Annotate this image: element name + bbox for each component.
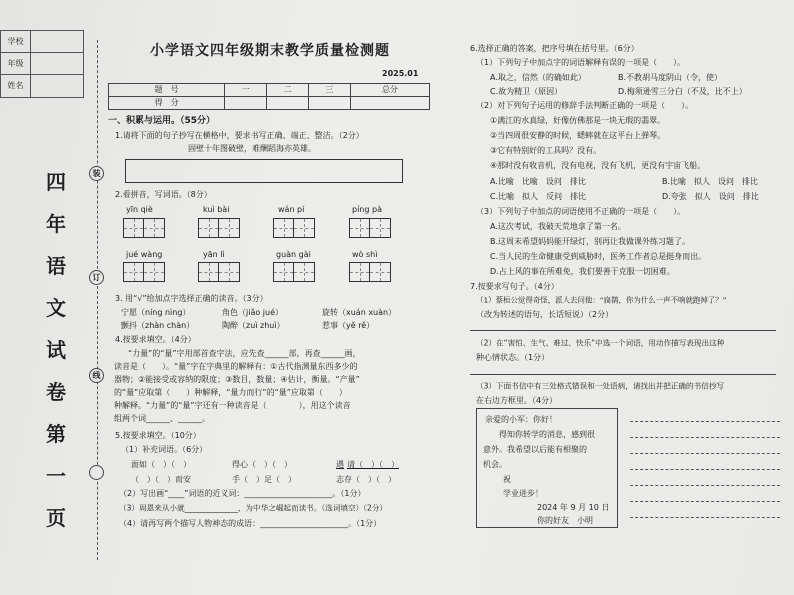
fill-idiom[interactable]: 请（ ）（ ） (347, 460, 399, 469)
write-grid[interactable] (273, 262, 315, 282)
option[interactable]: D.夸张 拟人 设问 排比 (662, 192, 759, 201)
table-cell: 题 号 (109, 84, 225, 97)
question-6: 6.选择正确的答案，把序号填在括号里。（6分） (470, 44, 639, 53)
question-1: 1.请将下面的句子抄写在横格中，要求书写正确、端正、整洁。（2分） (115, 131, 364, 140)
option[interactable]: C.比喻 拟人 反问 排比 (490, 192, 587, 201)
table-cell: 一 (225, 84, 267, 97)
table-cell: 二 (267, 84, 309, 97)
option[interactable]: A.比喻 比喻 设问 排比 (490, 177, 586, 186)
letter-line: 机会。 (483, 460, 507, 469)
score-input[interactable] (309, 97, 351, 110)
question-text: （改为转述的语句，长话短说）（2分） (476, 310, 614, 319)
option[interactable]: B.不教胡马度阴山（令，使） (618, 73, 723, 82)
grade-row (1, 53, 83, 75)
question-text: （3）周恩来从小就______________，为中华之崛起而读书。（选词填空）（2分） (119, 503, 388, 513)
side-char: 语 (46, 254, 66, 278)
grade-label: 年级 (1, 53, 31, 74)
copy-line[interactable] (630, 453, 780, 454)
letter-wish: 学业进步！ (503, 489, 543, 498)
write-grid[interactable] (273, 218, 315, 238)
question-text: （3）下列句子中加点的词语使用不正确的一项是（ ）。 (476, 207, 686, 216)
question-3: 3. 用“√”给加点字选择正确的读音。（3分） (115, 294, 268, 303)
table-row (109, 97, 430, 110)
name-label: 姓名 (1, 75, 31, 97)
question-text: 在右边方框里。（4分） (476, 396, 558, 405)
score-input[interactable] (267, 97, 309, 110)
write-grid[interactable] (198, 262, 240, 282)
letter-box (476, 408, 618, 528)
side-char: 文 (46, 296, 66, 320)
exam-date: 2025.01 (382, 69, 419, 78)
section-heading: 一、积累与运用。（55分） (108, 116, 216, 126)
side-char: 四 (46, 170, 66, 194)
write-grid[interactable] (123, 262, 165, 282)
sentence: ④那时没有收音机，没有电视，没有飞机，更没有宇宙飞船。 (490, 161, 706, 170)
pinyin: kuì bài (203, 205, 230, 214)
binding-hole (89, 465, 104, 480)
copy-line[interactable] (630, 437, 780, 438)
fill-idiom[interactable]: 面如（ ）（ ） (131, 460, 191, 469)
question-text: （3）下面书信中有三处格式错误和一处语病，请找出并把正确的书信抄写 (476, 381, 725, 391)
question-text: 读音是（ ）。“量”字在字典里的解释有：①古代指测量东西多少的 (114, 362, 358, 371)
name-row (1, 75, 83, 97)
reading-choice[interactable]: 宁愿（níng nìng） (121, 308, 191, 317)
letter-date: 2024 年 9 月 10 日 (537, 503, 610, 512)
pinyin: yīn qiè (126, 205, 153, 214)
sentence: ①满江的水真绿，好像仿佛那是一块无瑕的翡翠。 (490, 116, 666, 125)
exam-title: 小学语文四年级期末教学质量检测题 (150, 43, 390, 59)
question-text: 组两个词______、______。 (114, 414, 210, 423)
side-char: 页 (46, 506, 66, 530)
reading-choice[interactable]: 颤抖（zhàn chàn） (121, 321, 195, 330)
option[interactable]: D.占上风的事在所难免，我们要善于克服一切困难。 (490, 267, 675, 276)
question-4: 4.按要求填空。（4分） (115, 335, 196, 344)
fill-idiom[interactable]: 遇 (336, 460, 344, 469)
binding-hole: 线 (89, 368, 104, 383)
side-char: 试 (46, 338, 66, 362)
fill-idiom[interactable]: 志存（ ）（ ） (336, 475, 396, 484)
table-row (109, 84, 430, 97)
letter-signature: 你的好友 小明 (537, 516, 593, 525)
question-text: （1）蔡桓公觉得奇怪，派人去问他：“扁鹊，你为什么一声不响就跑掉了？” (476, 295, 727, 305)
write-grid[interactable] (349, 218, 391, 238)
copy-box[interactable] (125, 159, 403, 183)
student-info-box (0, 30, 84, 98)
side-char: 年 (46, 212, 66, 236)
copy-line[interactable] (630, 517, 780, 518)
option[interactable]: A.这次考试，我破天荒地拿了第一名。 (490, 222, 626, 231)
question-text: （2）对下列句子运用的修辞手法判断正确的一项是（ ）。 (476, 101, 694, 110)
side-char: 第 (46, 422, 66, 446)
sentence: ③它有特别好的工具吗？没有。 (490, 146, 602, 155)
score-input[interactable] (225, 97, 267, 110)
reading-choice[interactable]: 角色（jiǎo jué） (222, 308, 283, 317)
fill-idiom[interactable]: 得心（ ）（ ） (232, 460, 292, 469)
reading-choice[interactable]: 惹事（yě rě） (322, 321, 375, 330)
score-input[interactable] (350, 97, 429, 110)
question-2: 2.看拼音，写词语。（8分） (115, 190, 212, 199)
question-text: （1）补充词语。（6分） (121, 445, 208, 454)
answer-line[interactable] (470, 374, 776, 375)
copy-line[interactable] (630, 501, 780, 502)
pinyin: guàn gài (276, 250, 311, 259)
fill-idiom[interactable]: 手（ ）足（ ） (232, 475, 296, 484)
letter-line: 得知你转学的消息，感到很 (499, 430, 595, 439)
pinyin: jué wàng (126, 250, 163, 259)
reading-choice[interactable]: 陶醉（zuì zhuì） (222, 321, 285, 330)
question-7: 7.按要求写句子。（4分） (470, 282, 559, 291)
pinyin: yān lì (203, 250, 225, 259)
fill-idiom[interactable]: （ ）（ ）而安 (131, 475, 191, 484)
copy-line[interactable] (630, 485, 780, 486)
question-text: “力量”的“量”字用部首查字法，应先查______部，再查______画， (128, 349, 361, 358)
pinyin: píng pà (352, 205, 382, 214)
option[interactable]: A.取之，信然（的确如此） (490, 73, 586, 82)
write-grid[interactable] (123, 218, 165, 238)
copy-sentence: 固壁十年图破壁，难酬蹈海亦英雄。 (188, 144, 316, 153)
answer-line[interactable] (470, 330, 776, 331)
side-char: 一 (46, 464, 66, 488)
pinyin: wán pí (278, 205, 305, 214)
question-text: （2）在“害怕、生气、难过、快乐”中选一个词语，用动作描写表现出这种 (476, 338, 725, 348)
school-row (1, 31, 83, 53)
score-table (108, 83, 430, 110)
question-text: 的“量”应取第（ ）种解释，“量力而行”的“量”应取第（ ） (114, 388, 347, 397)
question-text: （1）下列句子中加点字的词语解释有误的一项是（ ）。 (476, 58, 686, 67)
question-text: 器物；②能接受或容纳的限度；③数目，数量；④估计，衡量。“产量” (114, 375, 360, 384)
option[interactable]: C.故为精卫（原因） (490, 87, 563, 96)
question-text: 种心情状态。（1分） (476, 353, 550, 362)
letter-greeting: 亲爱的小军：你好！ (485, 415, 557, 424)
question-text: （4）请再写两个描写人物神态的成语：______________________。（1分） (119, 519, 382, 528)
table-cell: 得 分 (109, 97, 225, 110)
copy-line[interactable] (630, 421, 780, 422)
write-grid[interactable] (198, 218, 240, 238)
copy-line[interactable] (630, 469, 780, 470)
letter-line: 意外。我希望以后能有相聚的 (483, 445, 587, 454)
side-char: 卷 (46, 380, 66, 404)
question-5: 5.按要求填空。（10分） (115, 431, 201, 440)
option[interactable]: B.这周末希望妈妈能开绿灯，别再让我做课外练习题了。 (490, 237, 691, 246)
table-cell: 总分 (350, 84, 429, 97)
write-grid[interactable] (349, 262, 391, 282)
option[interactable]: C.当人民的生命健康受到威胁时，医务工作者总是挺身而出。 (490, 252, 707, 261)
binding-hole: 订 (89, 270, 104, 285)
question-text: （2）写出画“____”词语的近义词：______________________。（1分） (119, 489, 366, 498)
sentence: ②当四周很安静的时候，蟋蟀就在这平台上弹琴。 (490, 131, 666, 140)
letter-wish: 祝 (503, 475, 511, 484)
school-label: 学校 (1, 31, 31, 52)
binding-line (97, 40, 98, 560)
option[interactable]: D.梅须逊雪三分白（不及，比不上） (618, 87, 747, 96)
pinyin: wò shì (352, 250, 378, 259)
option[interactable]: B.比喻 拟人 设问 排比 (662, 177, 759, 186)
reading-choice[interactable]: 旋转（xuán xuàn） (322, 308, 397, 317)
binding-hole: 装 (89, 166, 104, 181)
table-cell: 三 (309, 84, 351, 97)
question-text: 种解释。“力量”的“量”字还有一种读音是（ ），用这个读音 (114, 401, 351, 410)
